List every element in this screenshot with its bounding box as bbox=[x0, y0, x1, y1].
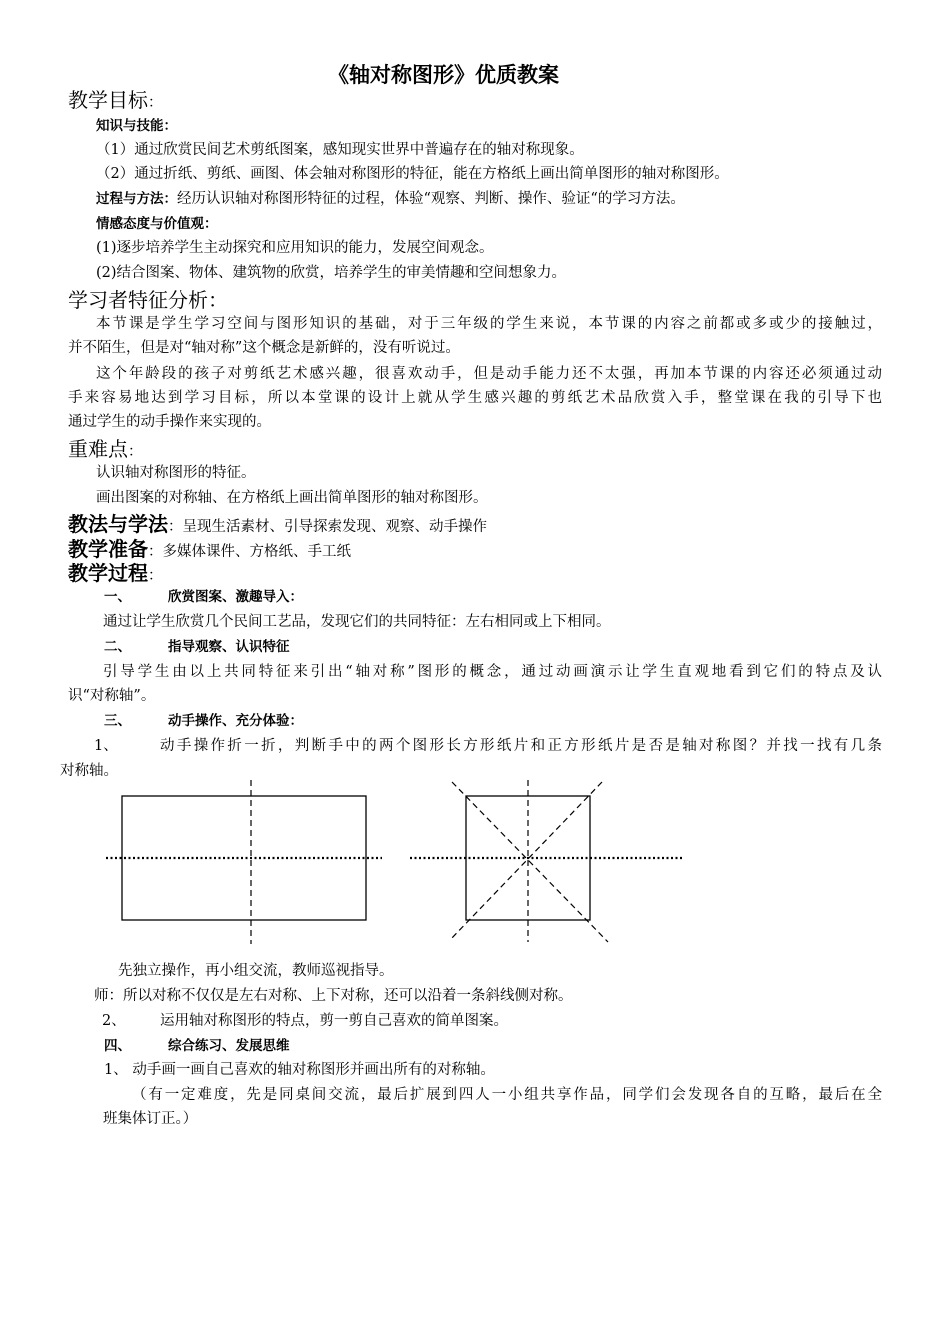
symmetry-figure bbox=[0, 780, 950, 960]
emotion-item-2: (2)结合图案、物体、建筑物的欣赏，培养学生的审美情趣和空间想象力。 bbox=[96, 265, 567, 281]
goals-heading-text: 教学目标 bbox=[68, 88, 148, 112]
section-3-item-2-text: 运用轴对称图形的特点，剪一剪自己喜欢的简单图案。 bbox=[160, 1013, 508, 1029]
section-2-line2: 识“对称轴”。 bbox=[68, 688, 156, 704]
emotion-item-1: (1)逐步培养学生主动探究和应用知识的能力，发展空间观念。 bbox=[96, 240, 494, 256]
learners-p1-line2: 并不陌生，但是对“轴对称”这个概念是新鲜的，没有听说过。 bbox=[68, 340, 460, 356]
learners-p2-line2: 手来容易地达到学习目标，所以本堂课的设计上就从学生感兴趣的剪纸艺术品欣赏入手，整堂课在我的引导下也 bbox=[68, 390, 882, 406]
process-heading-line bbox=[68, 561, 163, 588]
section-3-item-1-line1: 动手操作折一折，判断手中的两个图形长方形纸片和正方形纸片是否是轴对称图？并找一找有几条 bbox=[160, 738, 882, 754]
process-label: 过程与方法： bbox=[96, 191, 177, 207]
section-2-line1: 引导学生由以上共同特征来引出“轴对称”图形的概念，通过动画演示让学生直观地看到它们的特点及认 bbox=[103, 664, 882, 680]
section-4-number: 四、 bbox=[104, 1038, 131, 1054]
section-3-item-1-line2: 对称轴。 bbox=[60, 763, 118, 779]
square-diagonal-axis-1 bbox=[452, 782, 608, 942]
section-4-title: 综合练习、发展思维 bbox=[168, 1038, 290, 1054]
section-3-number: 三、 bbox=[104, 713, 131, 729]
knowledge-label: 知识与技能： bbox=[96, 118, 177, 134]
section-3-teacher: 师：所以对称不仅仅是左右对称、上下对称，还可以沿着一条斜线侧对称。 bbox=[94, 988, 573, 1004]
process-text: 经历认识轴对称图形特征的过程，体验“观察、判断、操作、验证“的学习方法。 bbox=[177, 191, 685, 207]
section-4-note-line2: 班集体订正。） bbox=[103, 1111, 198, 1127]
goals-heading-colon: ： bbox=[148, 95, 163, 111]
section-2-number: 二、 bbox=[104, 639, 131, 655]
methods-line bbox=[68, 512, 487, 539]
emotion-label: 情感态度与价值观： bbox=[96, 216, 218, 232]
process-heading: 教学过程 bbox=[68, 561, 148, 585]
key-points-heading-colon: ： bbox=[128, 444, 143, 460]
prep-line bbox=[68, 537, 351, 564]
key-point-1: 认识轴对称图形的特征。 bbox=[96, 465, 256, 481]
learners-p2-line3: 通过学生的动手操作来实现的。 bbox=[68, 414, 271, 430]
section-3-title: 动手操作、充分体验： bbox=[168, 713, 303, 729]
section-4-note-line1: （有一定难度，先是同桌间交流，最后扩展到四人一小组共享作品，同学们会发现各自的互略，最后在全 bbox=[132, 1087, 882, 1103]
section-1-title: 欣赏图案、激趣导入： bbox=[168, 589, 303, 605]
process-method bbox=[96, 189, 685, 209]
goals-heading bbox=[68, 88, 163, 115]
methods-heading: 教法与学法 bbox=[68, 512, 168, 536]
learners-p2-line1: 这个年龄段的孩子对剪纸艺术感兴趣，很喜欢动手，但是动手能力还不太强，再加本节课的内容还必须通过动 bbox=[96, 366, 882, 382]
learners-heading: 学习者特征分析： bbox=[68, 288, 228, 312]
methods-text: ：呈现生活素材、引导探索发现、观察、动手操作 bbox=[168, 519, 487, 535]
document-title: 《轴对称图形》优质教案 bbox=[328, 63, 559, 87]
section-2-title: 指导观察、认识特征 bbox=[168, 639, 290, 655]
square-diagonal-axis-2 bbox=[450, 782, 602, 940]
section-3-after: 先独立操作，再小组交流，教师巡视指导。 bbox=[118, 963, 394, 979]
process-heading-colon: ： bbox=[148, 568, 163, 584]
section-3-item-2-number: 2、 bbox=[102, 1013, 126, 1029]
key-point-2: 画出图案的对称轴、在方格纸上画出简单图形的轴对称图形。 bbox=[96, 490, 488, 506]
learners-p1-line1: 本节课是学生学习空间与图形知识的基础，对于三年级的学生来说，本节课的内容之前都或多或少的接触过， bbox=[96, 316, 882, 332]
section-1-text: 通过让学生欣赏几个民间工艺品，发现它们的共同特征：左右相同或上下相同。 bbox=[103, 614, 611, 630]
section-1-number: 一、 bbox=[104, 589, 131, 605]
key-points-heading bbox=[68, 437, 143, 464]
section-3-item-1-number: 1、 bbox=[94, 738, 118, 754]
prep-heading: 教学准备 bbox=[68, 537, 148, 561]
section-4-item-1: 1、 动手画一画自己喜欢的轴对称图形并画出所有的对称轴。 bbox=[104, 1062, 495, 1078]
prep-text: ：多媒体课件、方格纸、手工纸 bbox=[148, 544, 351, 560]
key-points-heading-text: 重难点 bbox=[68, 437, 128, 461]
knowledge-item-2: （2）通过折纸、剪纸、画图、体会轴对称图形的特征，能在方格纸上画出简单图形的轴对称图形。 bbox=[96, 166, 729, 182]
knowledge-item-1: （1）通过欣赏民间艺术剪纸图案，感知现实世界中普遍存在的轴对称现象。 bbox=[96, 142, 584, 158]
rectangle-shape bbox=[122, 796, 366, 920]
